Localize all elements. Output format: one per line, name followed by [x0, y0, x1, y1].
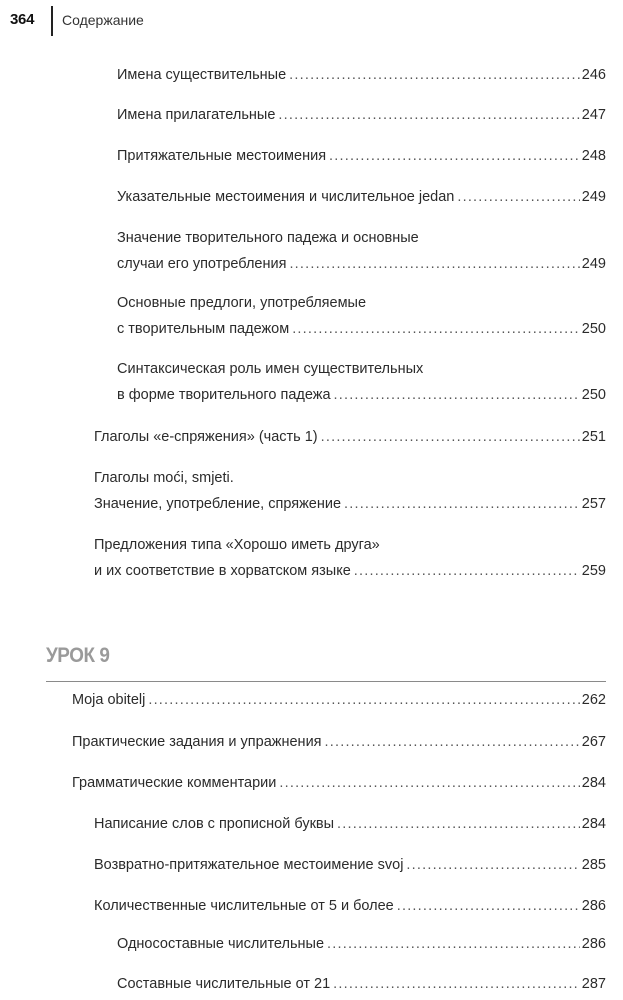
toc-entry-title-line2: и их соответствие в хорватском языке	[94, 563, 351, 579]
toc-page-number: 267	[581, 734, 606, 750]
toc-entry-title: Односоставные числительные	[117, 936, 325, 952]
toc-entry-e-conjugation[interactable]	[94, 424, 606, 450]
toc-page-number: 250	[581, 387, 606, 403]
toc-entry-possessive-pronouns[interactable]	[117, 143, 606, 169]
toc-entry-title-line1: Основные предлоги, употребляемые	[117, 295, 367, 311]
page-number: 364	[10, 11, 35, 28]
toc-entry-adjectives[interactable]	[117, 102, 606, 128]
toc-leader-dots	[289, 62, 580, 88]
toc-entry-title: Имена существительные	[117, 67, 287, 83]
toc-entry-nouns[interactable]	[117, 62, 606, 88]
toc-page-number: 286	[581, 936, 606, 952]
toc-entry-moja-obitelj[interactable]	[72, 687, 606, 713]
toc-page-number: 257	[581, 496, 606, 512]
toc-leader-dots	[292, 316, 580, 342]
toc-leader-dots	[457, 184, 579, 210]
toc-page-number: 250	[581, 321, 606, 337]
toc-entry-capital-letters[interactable]	[94, 811, 606, 837]
toc-entry-title: Написание слов с прописной буквы	[94, 816, 335, 832]
toc-page-number: 249	[581, 256, 606, 272]
toc-page-number: 286	[581, 898, 606, 914]
toc-page-number: 284	[581, 775, 606, 791]
toc-leader-dots	[148, 687, 579, 713]
toc-entry-title: Количественные числительные от 5 и более	[94, 898, 394, 914]
toc-entry-title-line2: с творительным падежом	[117, 321, 290, 337]
toc-entry-instrumental-prepositions[interactable]	[117, 290, 606, 342]
toc-leader-dots	[334, 382, 580, 408]
toc-entry-cardinal-numerals[interactable]	[94, 893, 606, 919]
toc-leader-dots	[289, 251, 579, 277]
toc-page-number: 247	[581, 107, 606, 123]
toc-page-number: 251	[581, 429, 606, 445]
toc-leader-dots	[344, 491, 580, 517]
page-header	[8, 6, 608, 36]
toc-entry-title: Составные числительные от 21	[117, 976, 331, 992]
toc-leader-dots	[325, 729, 580, 755]
section-divider	[46, 681, 606, 682]
toc-page-number: 249	[581, 189, 606, 205]
toc-entry-title-line2: в форме творительного падежа	[117, 387, 331, 403]
toc-entry-simple-numerals[interactable]	[117, 931, 606, 957]
toc-entry-grammar-comments[interactable]	[72, 770, 606, 796]
toc-entry-title: Указательные местоимения и числительное jedan	[117, 189, 455, 205]
toc-entry-title: Притяжательные местоимения	[117, 148, 327, 164]
toc-leader-dots	[354, 558, 580, 584]
toc-entry-title: Глаголы «е-спряжения» (часть 1)	[94, 429, 318, 445]
section-heading-lesson-9: УРОК 9	[46, 644, 110, 667]
toc-leader-dots	[333, 971, 580, 997]
toc-entry-title-line2: случаи его употребления	[117, 256, 287, 272]
toc-entry-title: Практические задания и упражнения	[72, 734, 322, 750]
header-divider	[51, 6, 53, 36]
toc-entry-reflexive-pronoun-svoj[interactable]	[94, 852, 606, 878]
toc-entry-compound-numerals[interactable]	[117, 971, 606, 997]
toc-page-number: 262	[581, 692, 606, 708]
toc-page-number: 284	[581, 816, 606, 832]
toc-page-number: 259	[581, 563, 606, 579]
toc-entry-title-line1: Значение творительного падежа и основные	[117, 230, 419, 246]
toc-entry-title: Moja obitelj	[72, 692, 146, 708]
running-title: Содержание	[62, 12, 144, 28]
toc-leader-dots	[321, 424, 580, 450]
toc-entry-title: Грамматические комментарии	[72, 775, 277, 791]
toc-entry-title-line1: Глаголы moći, smjeti.	[94, 470, 234, 486]
toc-leader-dots	[279, 770, 579, 796]
toc-page-number: 287	[581, 976, 606, 992]
toc-page-number: 248	[581, 148, 606, 164]
toc-leader-dots	[337, 811, 580, 837]
toc-entry-title-line1: Синтаксическая роль имен существительных	[117, 361, 424, 377]
toc-entry-good-to-have-friend[interactable]	[94, 532, 606, 584]
toc-leader-dots	[406, 852, 579, 878]
toc-entry-title-line2: Значение, употребление, спряжение	[94, 496, 342, 512]
toc-entry-title: Имена прилагательные	[117, 107, 276, 123]
toc-entry-demonstrative-pronouns[interactable]	[117, 184, 606, 210]
toc-entry-instrumental-meaning[interactable]	[117, 225, 606, 277]
toc-entry-title: Возвратно-притяжательное местоимение svoj	[94, 857, 404, 873]
toc-entry-title-line1: Предложения типа «Хорошо иметь друга»	[94, 537, 380, 553]
toc-leader-dots	[329, 143, 580, 169]
toc-page-number: 285	[581, 857, 606, 873]
toc-entry-practical-tasks[interactable]	[72, 729, 606, 755]
toc-entry-verbs-moci-smjeti[interactable]	[94, 465, 606, 517]
toc-leader-dots	[278, 102, 579, 128]
toc-leader-dots	[327, 931, 580, 957]
toc-leader-dots	[397, 893, 580, 919]
toc-page-number: 246	[581, 67, 606, 83]
toc-entry-instrumental-syntax[interactable]	[117, 356, 606, 408]
